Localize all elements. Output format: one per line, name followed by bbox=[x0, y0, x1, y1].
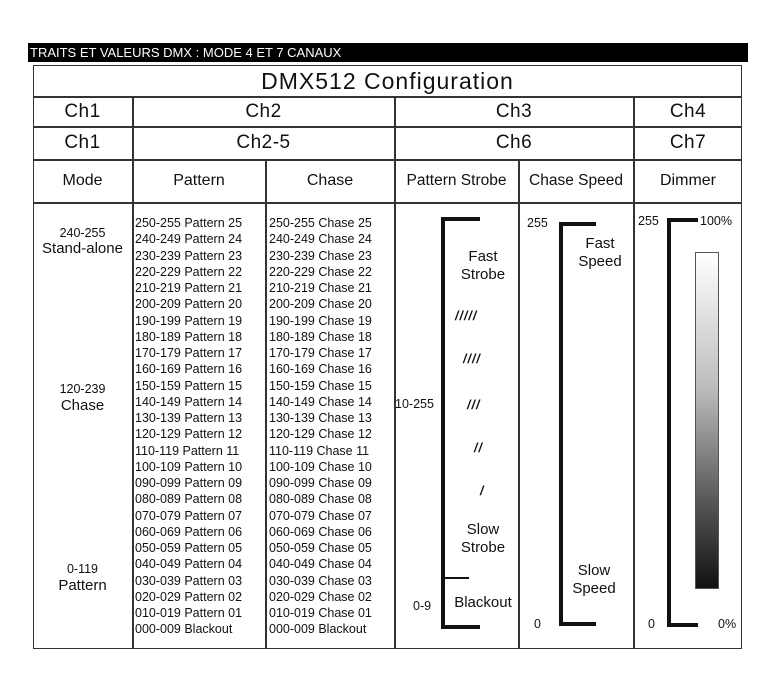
chase-list-item: 220-229 Chase 22 bbox=[269, 264, 372, 279]
speed-min: 0 bbox=[534, 617, 541, 631]
mode-pattern-range: 0-119 bbox=[66, 562, 99, 576]
strobe-fast-label: Fast Strobe bbox=[460, 248, 506, 283]
mode-chase-label: Chase bbox=[60, 397, 105, 414]
chase-list-item: 010-019 Chase 01 bbox=[269, 606, 372, 620]
strobe-blackout-label: Blackout bbox=[454, 594, 512, 611]
chase-list-item: 030-039 Chase 03 bbox=[269, 573, 372, 588]
chase-list-item: 070-079 Chase 07 bbox=[269, 508, 372, 523]
dimmer-max-pct: 100% bbox=[700, 214, 732, 228]
ch7-col-1: Ch1 bbox=[64, 132, 101, 153]
chase-list-item: 240-249 Chase 24 bbox=[269, 232, 372, 247]
dimmer-max: 255 bbox=[638, 214, 659, 228]
pattern-list-item: 100-109 Pattern 10 bbox=[135, 459, 243, 474]
chase-list-item: 130-139 Chase 13 bbox=[269, 411, 372, 425]
pattern-list-item: 090-099 Pattern 09 bbox=[135, 476, 243, 490]
pattern-list-item: 060-069 Pattern 06 bbox=[135, 524, 243, 539]
mode-standalone-range: 240-255 bbox=[59, 226, 106, 240]
strobe-range-low: 0-9 bbox=[413, 599, 432, 613]
divider bbox=[33, 202, 742, 204]
pattern-list bbox=[135, 215, 242, 638]
pattern-list-item: 170-179 Pattern 17 bbox=[135, 346, 243, 360]
pattern-list-item: 190-199 Pattern 19 bbox=[135, 313, 243, 328]
page-title: DMX512 Configuration bbox=[261, 67, 514, 94]
divider bbox=[518, 159, 520, 648]
chase-list-item: 090-099 Chase 09 bbox=[269, 476, 372, 490]
pattern-list-item: 160-169 Pattern 16 bbox=[135, 362, 243, 377]
pattern-list-item: 120-129 Pattern 12 bbox=[135, 427, 243, 442]
pattern-list-item: 110-119 Pattern 11 bbox=[135, 443, 240, 458]
chase-list-item: 140-149 Chase 14 bbox=[269, 394, 372, 409]
mode-standalone-label: Stand-alone bbox=[42, 240, 123, 257]
dimmer-gradient-bar bbox=[695, 252, 719, 589]
pattern-list-item: 010-019 Pattern 01 bbox=[135, 606, 243, 620]
chase-list-item: 180-189 Chase 18 bbox=[269, 329, 372, 344]
ch4-col-3: Ch3 bbox=[495, 100, 533, 122]
speed-slow-label: Slow Speed bbox=[572, 562, 616, 597]
chase-list-item: 000-009 Blackout bbox=[269, 622, 367, 637]
divider bbox=[265, 159, 267, 648]
chase-list-item: 020-029 Chase 02 bbox=[269, 589, 372, 604]
header-chase-speed: Chase Speed bbox=[529, 172, 623, 189]
dimmer-min: 0 bbox=[648, 617, 655, 631]
strobe-mark-5: ///// bbox=[455, 309, 478, 323]
pattern-list-item: 230-239 Pattern 23 bbox=[135, 248, 243, 263]
pattern-list-item: 030-039 Pattern 03 bbox=[135, 573, 243, 588]
pattern-list-item: 040-049 Pattern 04 bbox=[135, 557, 243, 572]
chase-list bbox=[269, 215, 372, 638]
speed-max: 255 bbox=[527, 216, 548, 230]
mode-chase bbox=[33, 382, 132, 415]
header-pattern-strobe: Pattern Strobe bbox=[406, 172, 507, 189]
chase-list-item: 060-069 Chase 06 bbox=[269, 524, 372, 539]
chase-list-item: 230-239 Chase 23 bbox=[269, 248, 372, 263]
pattern-list-item: 250-255 Pattern 25 bbox=[135, 216, 243, 230]
mode-pattern-label: Pattern bbox=[58, 577, 107, 594]
strobe-mark-2: // bbox=[474, 441, 483, 455]
ch4-col-2: Ch2 bbox=[245, 100, 282, 122]
ch7-col-2: Ch2-5 bbox=[236, 132, 291, 153]
strobe-mark-3: /// bbox=[467, 398, 481, 412]
pattern-list-item: 240-249 Pattern 24 bbox=[135, 232, 243, 247]
dimmer-min-pct: 0% bbox=[718, 617, 737, 631]
pattern-list-item: 080-089 Pattern 08 bbox=[135, 492, 243, 507]
chase-list-item: 050-059 Chase 05 bbox=[269, 541, 372, 555]
pattern-list-item: 150-159 Pattern 15 bbox=[135, 378, 243, 393]
pattern-list-item: 130-139 Pattern 13 bbox=[135, 411, 243, 425]
pattern-list-item: 210-219 Pattern 21 bbox=[135, 281, 243, 295]
pattern-list-item: 050-059 Pattern 05 bbox=[135, 541, 243, 555]
chase-list-item: 210-219 Chase 21 bbox=[269, 281, 372, 295]
header-pattern: Pattern bbox=[173, 172, 225, 189]
strobe-range-high: 10-255 bbox=[395, 397, 434, 411]
chase-list-item: 150-159 Chase 15 bbox=[269, 378, 372, 393]
banner: TRAITS ET VALEURS DMX : MODE 4 ET 7 CANAUX bbox=[28, 43, 748, 62]
chase-list-item: 040-049 Chase 04 bbox=[269, 557, 372, 572]
ch7-col-3: Ch6 bbox=[495, 132, 533, 153]
chase-list-item: 200-209 Chase 20 bbox=[269, 297, 372, 312]
pattern-list-item: 180-189 Pattern 18 bbox=[135, 329, 243, 344]
ch4-col-4: Ch4 bbox=[669, 100, 707, 122]
header-mode: Mode bbox=[62, 172, 103, 189]
chase-list-item: 120-129 Chase 12 bbox=[269, 427, 372, 442]
chase-list-item: 250-255 Chase 25 bbox=[269, 216, 372, 230]
chase-list-item: 160-169 Chase 16 bbox=[269, 362, 372, 377]
chase-list-item: 110-119 Chase 11 bbox=[269, 443, 370, 458]
speed-fast-label: Fast Speed bbox=[578, 235, 622, 270]
header-chase: Chase bbox=[306, 172, 354, 189]
strobe-slow-label: Slow Strobe bbox=[460, 521, 506, 556]
pattern-list-item: 200-209 Pattern 20 bbox=[135, 297, 243, 312]
mode-pattern bbox=[33, 562, 132, 595]
pattern-list-item: 000-009 Blackout bbox=[135, 622, 233, 637]
strobe-mark-4: //// bbox=[463, 352, 481, 366]
pattern-list-item: 020-029 Pattern 02 bbox=[135, 589, 243, 604]
chase-list-item: 080-089 Chase 08 bbox=[269, 492, 372, 507]
ch4-col-1: Ch1 bbox=[64, 100, 101, 122]
header-dimmer: Dimmer bbox=[660, 172, 716, 189]
pattern-list-item: 140-149 Pattern 14 bbox=[135, 394, 243, 409]
pattern-list-item: 220-229 Pattern 22 bbox=[135, 264, 243, 279]
ch7-col-4: Ch7 bbox=[669, 132, 707, 153]
pattern-list-item: 070-079 Pattern 07 bbox=[135, 508, 243, 523]
chase-list-item: 170-179 Chase 17 bbox=[269, 346, 372, 360]
mode-standalone bbox=[33, 226, 132, 256]
mode-chase-range: 120-239 bbox=[59, 382, 106, 396]
chase-list-item: 100-109 Chase 10 bbox=[269, 459, 372, 474]
strobe-mark-1: / bbox=[480, 484, 485, 498]
chase-list-item: 190-199 Chase 19 bbox=[269, 313, 372, 328]
